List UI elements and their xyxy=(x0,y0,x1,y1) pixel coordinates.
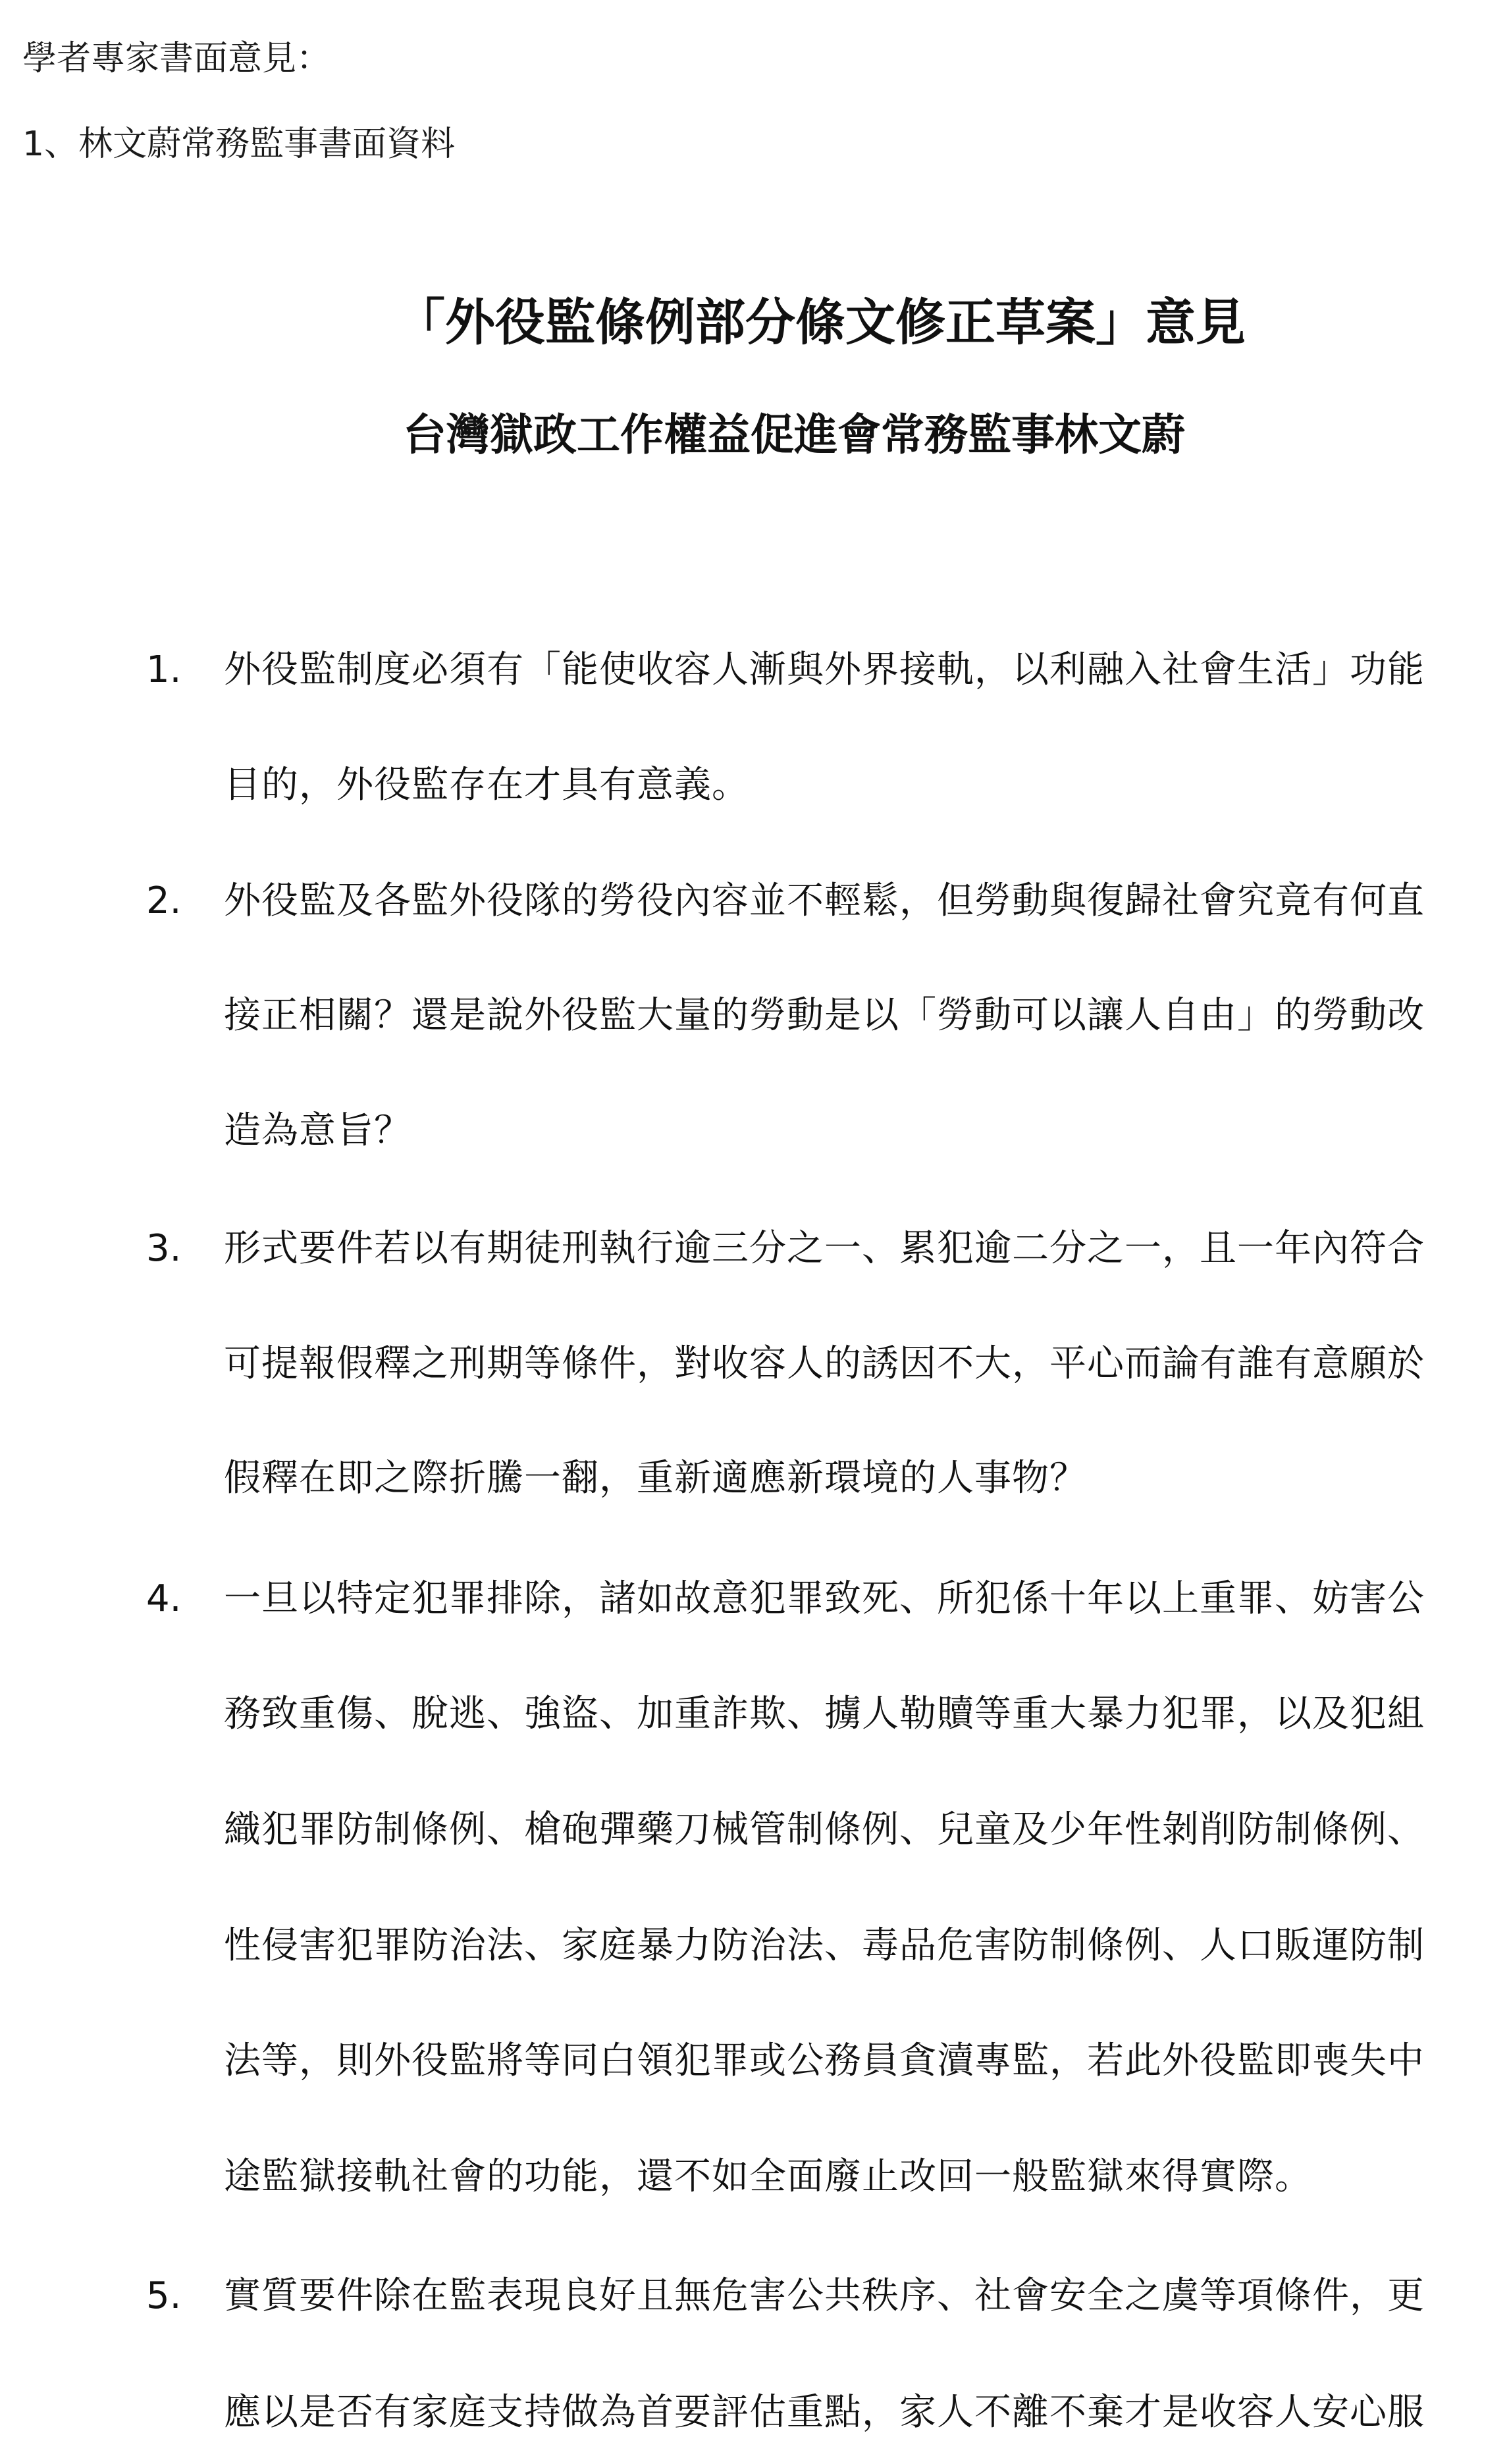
list-item-number: 5. xyxy=(146,2274,182,2317)
list-item-line: 外役監制度必須有「能使收容人漸與外界接軌，以利融入社會生活」功能 xyxy=(224,648,1425,691)
list-item-line: 應以是否有家庭支持做為首要評估重點，家人不離不棄才是收容人安心服 xyxy=(224,2391,1425,2434)
list-item-line: 接正相關？還是說外役監大量的勞動是以「勞動可以讓人自由」的勞動改 xyxy=(224,994,1425,1037)
list-item-line: 途監獄接軌社會的功能，還不如全面廢止改回一般監獄來得實際。 xyxy=(224,2155,1312,2198)
list-item-line: 織犯罪防制條例、槍砲彈藥刀械管制條例、兒童及少年性剝削防制條例、 xyxy=(224,1808,1425,1851)
list-item-line: 形式要件若以有期徒刑執行逾三分之一、累犯逾二分之一，且一年內符合 xyxy=(224,1227,1425,1270)
list-item-number: 1. xyxy=(146,648,182,691)
list-item-line: 目的，外役監存在才具有意義。 xyxy=(224,764,749,806)
list-item-line: 一旦以特定犯罪排除，諸如故意犯罪致死、所犯係十年以上重罪、妨害公 xyxy=(224,1577,1425,1620)
list-item-line: 假釋在即之際折騰一翻，重新適應新環境的人事物？ xyxy=(224,1457,1087,1500)
list-item-line: 法等，則外役監將等同白領犯罪或公務員貪瀆專監，若此外役監即喪失中 xyxy=(224,2039,1425,2082)
document-section-label: 1、林文蔚常務監事書面資料 xyxy=(22,124,456,164)
list-item-line: 實質要件除在監表現良好且無危害公共秩序、社會安全之虞等項條件，更 xyxy=(224,2274,1425,2317)
list-item-line: 性侵害犯罪防治法、家庭暴力防治法、毒品危害防制條例、人口販運防制 xyxy=(224,1924,1425,1967)
list-item-number: 4. xyxy=(146,1577,182,1620)
document-title: 「外役監條例部分條文修正草案」意見 xyxy=(395,293,1246,352)
list-item-line: 務致重傷、脫逃、強盜、加重詐欺、擄人勒贖等重大暴力犯罪，以及犯組 xyxy=(224,1692,1425,1735)
list-item-number: 2. xyxy=(146,879,182,922)
list-item-line: 可提報假釋之刑期等條件，對收容人的誘因不大，平心而論有誰有意願於 xyxy=(224,1342,1425,1385)
document-subtitle: 台灣獄政工作權益促進會常務監事林文蔚 xyxy=(403,409,1185,460)
list-item-number: 3. xyxy=(146,1227,182,1270)
list-item-line: 造為意旨？ xyxy=(224,1109,411,1152)
list-item-line: 外役監及各監外役隊的勞役內容並不輕鬆，但勞動與復歸社會究竟有何直 xyxy=(224,879,1425,922)
document-header-label: 學者專家書面意見： xyxy=(22,39,331,78)
